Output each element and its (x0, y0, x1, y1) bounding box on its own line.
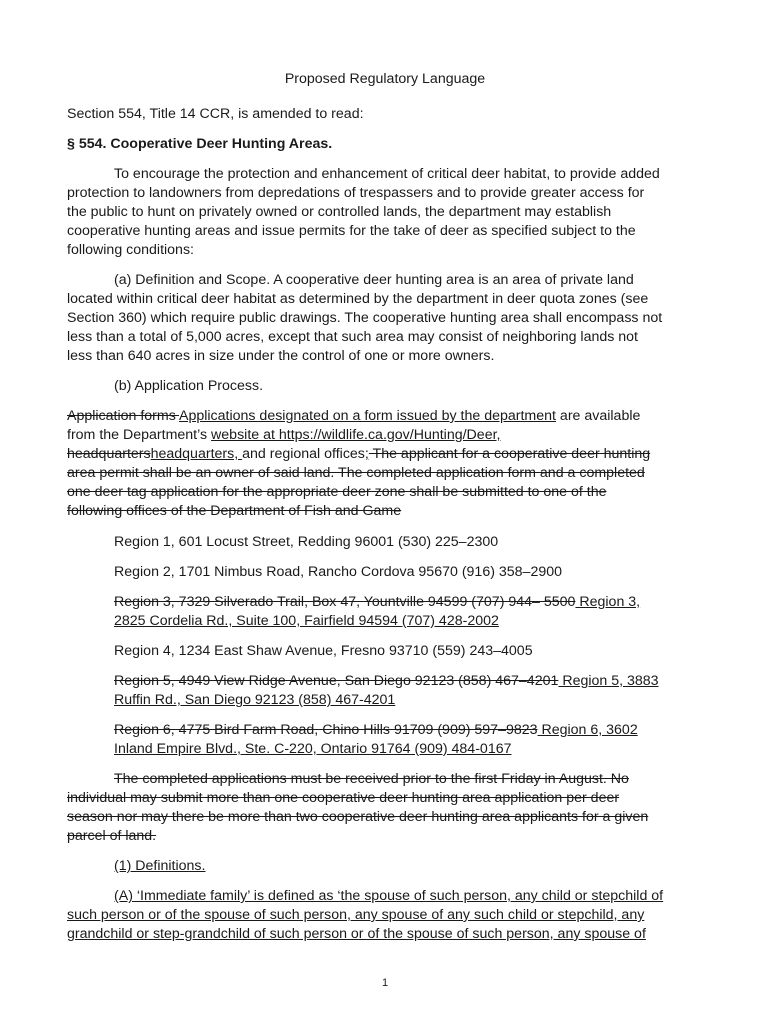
def-scope-line: less than 640 acres in size under the control of one or more owners. (67, 348, 495, 364)
app-process-heading: (b) Application Process. (114, 378, 264, 394)
added-text: headquarters, (150, 446, 243, 462)
def-scope-line: located within critical deer habitat as determined by the department in deer quota zones (see (67, 291, 649, 307)
struck-text: individual may submit more than one cooperative deer hunting area application per deer (67, 790, 620, 806)
added-text: such person or of the spouse of such person, any spouse of any such child or stepchild, any (67, 907, 645, 923)
added-text: Region 6, 3602 (537, 722, 638, 738)
region-3 (114, 593, 640, 612)
added-text: Region 3, (575, 594, 641, 610)
region-4: Region 4, 1234 East Shaw Avenue, Fresno 93710 (559) 243–4005 (114, 643, 533, 659)
struck-text: Region 6, 4775 Bird Farm Road, Chino Hills 91709 (909) 597–9823 (114, 722, 538, 738)
added-text: Inland Empire Blvd., Ste. C-220, Ontario 91764 (909) 484-0167 (114, 741, 512, 757)
intro-line: To encourage the protection and enhancement of critical deer habitat, to provide added (114, 166, 660, 182)
struck-text: The completed applications must be received prior to the first Friday in August. No (114, 771, 629, 787)
struck-text: parcel of land. (67, 828, 157, 844)
def-scope-line: less than a total of 5,000 acres, except that such area may consist of neighboring lands not (67, 329, 638, 345)
added-text: grandchild or step-grandchild of such person or of the spouse of such person, any spouse of (67, 926, 646, 942)
added-text: website at https://wildlife.ca.gov/Hunting/Deer, (211, 427, 501, 443)
intro-line: the public to hunt on privately owned or controlled lands, the department may establish (67, 204, 612, 220)
def-scope-line: (a) Definition and Scope. A cooperative deer hunting area is an area of private land (114, 272, 634, 288)
intro-line: following conditions: (67, 242, 194, 258)
region-1: Region 1, 601 Locust Street, Redding 96001 (530) 225–2300 (114, 534, 499, 550)
app-line-3 (67, 445, 650, 464)
app-line-2 (67, 426, 500, 445)
added-text: Region 5, 3883 (558, 673, 659, 689)
struck-text: The applicant for a cooperative deer hunting (368, 446, 651, 462)
amend-line: Section 554, Title 14 CCR, is amended to read: (67, 106, 364, 122)
struck-text: area permit shall be an owner of said land. The completed application form and a completed (67, 465, 645, 481)
page-number: 1 (381, 977, 389, 989)
app-line-1 (67, 407, 640, 426)
region-2: Region 2, 1701 Nimbus Road, Rancho Cordova 95670 (916) 358–2900 (114, 564, 563, 580)
struck-text: season nor may there be more than two cooperative deer hunting area applicants for a given (67, 809, 649, 825)
struck-text: following offices of the Department of Fish and Game (67, 503, 402, 519)
page-title: Proposed Regulatory Language (284, 71, 486, 87)
struck-text: Region 5, 4949 View Ridge Avenue, San Diego 92123 (858) 467–4201 (114, 673, 559, 689)
struck-text: Application forms (67, 408, 179, 424)
struck-text: Region 3, 7329 Silverado Trail, Box 47, Yountville 94599 (707) 944– 5500 (114, 594, 576, 610)
plain-text: from the Department’s (67, 427, 212, 443)
region-6 (114, 721, 638, 740)
plain-text: are available (555, 408, 641, 424)
struck-text: one deer tag application for the appropriate deer zone shall be submitted to one of the (67, 484, 607, 500)
added-text: 2825 Cordelia Rd., Suite 100, Fairfield 94594 (707) 428-2002 (114, 613, 499, 629)
def-scope-line: Section 360) which require public drawings. The cooperative hunting area shall encompass not (67, 310, 663, 326)
plain-text: and regional offices (242, 446, 365, 462)
section-heading: § 554. Cooperative Deer Hunting Areas. (67, 136, 333, 152)
added-text: Applications designated on a form issued by the department (178, 408, 556, 424)
intro-line: cooperative hunting areas and issue permits for the take of deer as specified subject to the (67, 223, 636, 239)
region-5 (114, 672, 659, 691)
intro-line: protection to landowners from depredations of trespassers and to provide greater access for (67, 185, 645, 201)
added-text: Ruffin Rd., San Diego 92123 (858) 467-4201 (114, 692, 396, 708)
definitions-heading: (1) Definitions. (114, 858, 206, 874)
struck-text: headquarters (67, 446, 151, 462)
added-text: (A) ‘Immediate family’ is defined as ‘the spouse of such person, any child or stepchild of (114, 888, 664, 904)
added-text: ; (364, 446, 369, 462)
